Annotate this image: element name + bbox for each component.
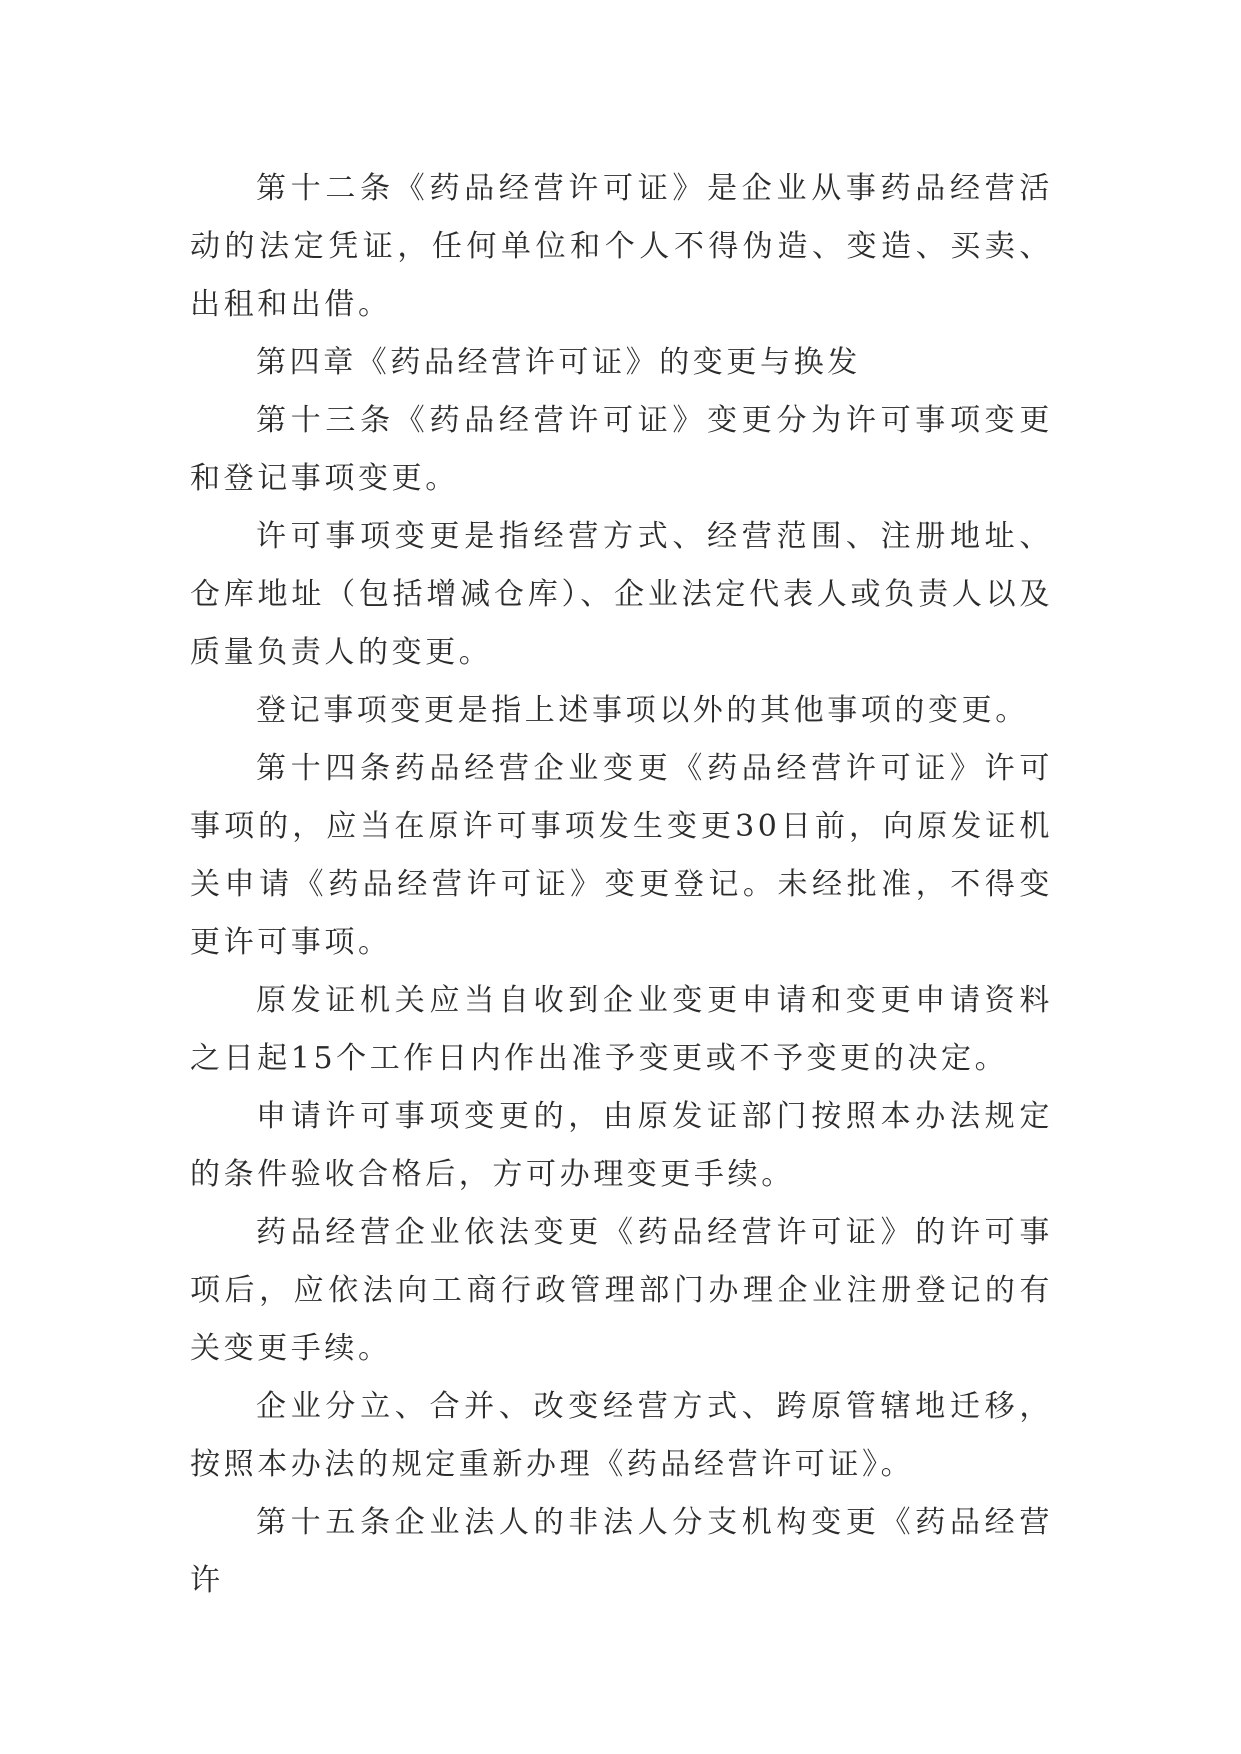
article-14-paragraph: 第十四条药品经营企业变更《药品经营许可证》许可事项的，应当在原许可事项发生变更30日前，向原发证机关申请《药品经营许可证》变更登记。未经批准，不得变更许可事项。 bbox=[190, 751, 1053, 960]
registration-change-definition-paragraph: 登记事项变更是指上述事项以外的其他事项的变更。 bbox=[256, 693, 1029, 728]
chapter-4-heading: 第四章《药品经营许可证》的变更与换发 bbox=[256, 345, 861, 380]
article-13-paragraph: 第十三条《药品经营许可证》变更分为许可事项变更和登记事项变更。 bbox=[190, 403, 1053, 496]
document-body bbox=[190, 160, 1053, 1610]
decision-deadline-paragraph: 原发证机关应当自收到企业变更申请和变更申请资料之日起15个工作日内作出准予变更或不予变更的决定。 bbox=[190, 983, 1053, 1076]
license-change-definition-paragraph: 许可事项变更是指经营方式、经营范围、注册地址、仓库地址（包括增减仓库）、企业法定代表人或负责人以及质量负责人的变更。 bbox=[190, 519, 1053, 670]
business-registration-paragraph: 药品经营企业依法变更《药品经营许可证》的许可事项后，应依法向工商行政管理部门办理企业注册登记的有关变更手续。 bbox=[190, 1215, 1053, 1366]
reapplication-paragraph: 企业分立、合并、改变经营方式、跨原管辖地迁移，按照本办法的规定重新办理《药品经营许可证》。 bbox=[190, 1389, 1053, 1482]
acceptance-inspection-paragraph: 申请许可事项变更的，由原发证部门按照本办法规定的条件验收合格后，方可办理变更手续。 bbox=[190, 1099, 1053, 1192]
article-12-paragraph: 第十二条《药品经营许可证》是企业从事药品经营活动的法定凭证，任何单位和个人不得伪造、变造、买卖、出租和出借。 bbox=[190, 171, 1053, 322]
article-15-paragraph: 第十五条企业法人的非法人分支机构变更《药品经营许 bbox=[190, 1505, 1053, 1598]
